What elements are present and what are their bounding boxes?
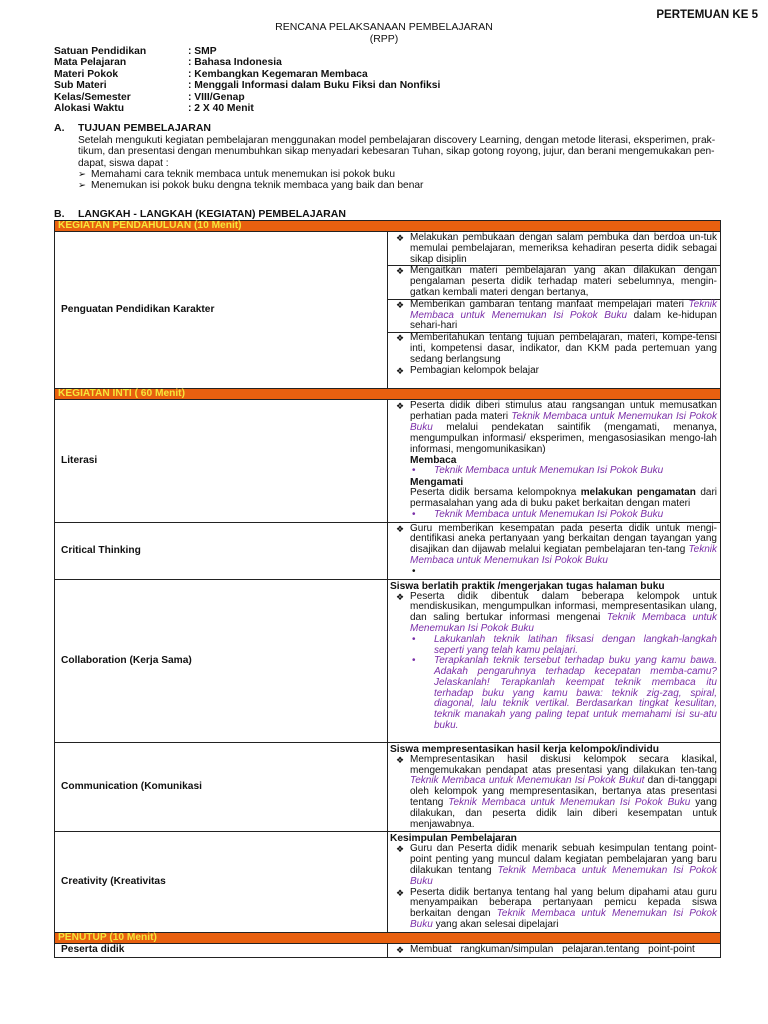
- diamond-bullet-icon: ❖: [395, 333, 405, 344]
- identity-label: Sub Materi: [54, 80, 107, 92]
- activity-text-bold: melakukan pengamatan: [580, 487, 696, 499]
- activity-item: [390, 945, 717, 956]
- aspect-closing: Peserta didik: [55, 943, 388, 957]
- activity-text-part: dari permasalahan yang ada di buku paket berkaitan dengan materi: [410, 487, 717, 509]
- diamond-bullet-icon: ❖: [395, 233, 405, 243]
- phase-row: [55, 932, 721, 943]
- bullet-icon: •: [412, 465, 416, 477]
- section-letter: A.: [54, 122, 65, 134]
- topic-emphasis: Teknik Membaca untuk Menemukan Isi Pokok Buku: [448, 797, 691, 809]
- topic-emphasis: Teknik Membaca untuk Menemukan Isi Pokok Bukut: [410, 775, 645, 787]
- activity-text-part: melalui pendekatan saintifik (mengamati, menanya, mengumpulkan informasi/ eksperimen, mengasosiasikan mengo-lah informasi, mengomunikasikan): [410, 421, 717, 455]
- table-row: [55, 742, 721, 832]
- activity-text: Memberitahukan tentang tujuan pembelajaran, materi, kompe-tensi inti, kompetensi dasar, indikator, dan KKM pada pertemuan yang sedang berlangsung: [410, 332, 717, 365]
- diamond-bullet-icon: ❖: [395, 591, 405, 602]
- topic-emphasis: Teknik Membaca untuk Menemukan Isi Pokok Buku: [434, 465, 664, 477]
- activity-text: [410, 300, 717, 332]
- task-text: Terapkanlah teknik tersebut terhadap buku yang kamu bawa. Adakah pengaruhnya terhadap kecepatan memba-camu? Jelaskanlah! Terapkanlah keempat teknik membaca itu terhadap buku yang kamu bawa: teknik zig-zag, spiral, diagonal, lalu teknik vertikal. Berdasarkan tingkat kesulitan, teknik manakah yang paling tepat untuk memahami isi su-atu buku.: [434, 655, 717, 732]
- topic-emphasis: Teknik Membaca untuk Menemukan Isi Pokok Buku: [410, 298, 717, 321]
- activity-item: [390, 592, 717, 635]
- activities-critical: [388, 522, 721, 579]
- bullet-icon: •: [412, 565, 416, 577]
- table-row: [55, 522, 721, 579]
- activity-item: [390, 844, 717, 887]
- activity-text-part: Peserta didik bertanya tentang hal yang belum dipahami atau guru menyampaikan beberapa pertanyaan pemicu kepada siswa berkaitan dengan: [410, 886, 717, 920]
- aspect-literasi: Literasi: [55, 400, 388, 522]
- identity-value: : VIII/Genap: [188, 91, 245, 103]
- diamond-bullet-icon: ❖: [395, 266, 405, 277]
- activity-item: [388, 332, 720, 365]
- activity-text: [410, 755, 717, 831]
- identity-value: : 2 X 40 Menit: [188, 103, 254, 115]
- diamond-bullet-icon: ❖: [395, 754, 405, 765]
- identity-label: Mata Pelajaran: [54, 57, 127, 69]
- identity-label: Materi Pokok: [54, 68, 119, 80]
- aspect-collaboration: Collaboration (Kerja Sama): [55, 579, 388, 742]
- diamond-bullet-icon: ❖: [395, 944, 405, 955]
- topic-emphasis: Teknik Membaca untuk Menemukan Isi Pokok Buku: [410, 612, 717, 634]
- activities-closing: [388, 943, 721, 957]
- topic-emphasis: Teknik Membaca untuk Menemukan Isi Pokok Buku: [410, 544, 717, 566]
- diamond-bullet-icon: ❖: [395, 299, 405, 310]
- diamond-bullet-icon: ❖: [395, 844, 405, 855]
- section-heading: [54, 123, 724, 135]
- phase-row: [55, 221, 721, 232]
- sub-bullet-item: [412, 510, 717, 521]
- activity-item: [390, 755, 717, 831]
- aspect-karakter: Penguatan Pendidikan Karakter: [55, 232, 388, 389]
- activity-text-part: Peserta didik dibentuk dalam beberapa kelompok untuk mendiskusikan, mengumpulkan informasi, mempresentasikan ulang, dan saling bertukar informasi mengenai: [410, 590, 717, 624]
- objective-text: Menemukan isi pokok buku dengna teknik membaca yang baik dan benar: [91, 180, 424, 192]
- arrow-bullet-icon: ➢: [78, 180, 86, 192]
- activity-text-part: dalam ke-hidupan sehari-hari: [410, 309, 717, 332]
- objective-text: Memahami cara teknik membaca untuk menemukan isi pokok buku: [91, 168, 396, 180]
- section-title: TUJUAN PEMBELAJARAN: [78, 122, 212, 134]
- identity-row: [54, 69, 440, 80]
- activity-text-part: Peserta didik diberi stimulus atau rangsangan untuk memusatkan perhatian pada materi: [410, 400, 717, 423]
- identity-label: Alokasi Waktu: [54, 103, 124, 115]
- identity-row: [54, 46, 440, 57]
- identity-row: [54, 92, 440, 103]
- activities-creativity: [388, 832, 721, 932]
- phase-closing-header: PENUTUP (10 Menit): [55, 932, 721, 943]
- activity-item: [390, 366, 717, 377]
- sub-bullet-item: [412, 466, 717, 477]
- identity-row: [54, 103, 440, 114]
- arrow-bullet-icon: ➢: [78, 168, 86, 180]
- identity-value: : Bahasa Indonesia: [188, 57, 282, 69]
- activities-literasi: [388, 400, 721, 522]
- aspect-creativity: Creativity (Kreativitas: [55, 832, 388, 932]
- activity-text: [410, 592, 717, 635]
- identity-block: [54, 46, 440, 114]
- activity-item: [390, 401, 717, 455]
- activity-text-part: Memberikan gambaran tentang manfaat mempelajari materi: [410, 298, 689, 310]
- phase-core-header: KEGIATAN INTI ( 60 Menit): [55, 389, 721, 400]
- diamond-bullet-icon: ❖: [395, 523, 405, 534]
- activities-collaboration: [388, 579, 721, 742]
- identity-row: [54, 80, 440, 91]
- activity-text: [410, 524, 717, 567]
- sub-bullet-item: [412, 656, 717, 732]
- table-row: [55, 943, 721, 957]
- activities-communication: [388, 742, 721, 832]
- activity-item: [388, 265, 720, 298]
- activity-item: [390, 524, 717, 567]
- activity-text: Melakukan pembukaan dengan salam pembuka dan berdoa un-tuk memulai pembelajaran, memeriksa kehadiran peserta didik sebagai sikap disiplin: [410, 232, 717, 265]
- section-heading: [54, 209, 724, 221]
- bullet-icon: •: [412, 508, 416, 520]
- topic-emphasis: Teknik Membaca untuk Menemukan Isi Pokok Buku: [410, 908, 717, 931]
- table-row: [55, 579, 721, 742]
- section-objectives: [54, 123, 724, 192]
- topic-emphasis: Teknik Membaca untuk Menemukan Isi Pokok Buku: [410, 865, 717, 887]
- section-letter: B.: [54, 208, 65, 220]
- identity-label: Kelas/Semester: [54, 91, 131, 103]
- activities-karakter: [388, 232, 721, 389]
- activity-item: [390, 888, 717, 931]
- activity-text-part: Mempresentasikan hasil diskusi kelompok secara klasikal, mengemukakan pendapat atas presentasi yang dilakukan ten-tang: [410, 753, 717, 776]
- activity-text: Pembagian kelompok belajar: [410, 364, 539, 376]
- activity-text-part: Guru dan Peserta didik menarik sebuah kesimpulan tentang point-point penting yang muncul dalam kegiatan pembelajaran yang baru dilakukan tentang: [410, 843, 717, 877]
- topic-emphasis: Teknik Membaca untuk Menemukan Isi Pokok Buku: [410, 411, 717, 433]
- identity-value: : SMP: [188, 46, 217, 57]
- activity-text: Mengaitkan materi pembelajaran yang akan dilakukan dengan pengalaman peserta didik terhadap materi sebelumnya, mengin-gatkan kembali materi dengan bertanya,: [410, 265, 717, 298]
- objective-item: [78, 180, 724, 192]
- task-text: Lakukanlah teknik latihan fiksasi dengan langkah-langkah seperti yang telah kamu pelajari.: [434, 633, 717, 656]
- subheading-membaca: Membaca: [410, 455, 457, 467]
- identity-row: [54, 57, 440, 68]
- diamond-bullet-icon: ❖: [395, 887, 405, 898]
- activities-table: [54, 220, 721, 958]
- activity-text: Membuat rangkuman/simpulan pelajaran.tentang point-point: [410, 943, 695, 955]
- bullet-icon: •: [412, 655, 416, 667]
- diamond-bullet-icon: ❖: [395, 401, 405, 412]
- aspect-critical: Critical Thinking: [55, 522, 388, 579]
- meeting-number: PERTEMUAN KE 5: [656, 9, 758, 21]
- diamond-bullet-icon: ❖: [395, 365, 405, 376]
- identity-value: : Menggali Informasi dalam Buku Fiksi dan Nonfiksi: [188, 80, 441, 92]
- aspect-communication: Communication (Komunikasi: [55, 742, 388, 832]
- communication-heading: Siswa mempresentasikan hasil kerja kelompok/individu: [390, 743, 659, 755]
- table-row: [55, 832, 721, 932]
- phase-intro-header: KEGIATAN PENDAHULUAN (10 Menit): [55, 221, 721, 232]
- section-steps: [54, 209, 724, 221]
- section-title: LANGKAH - LANGKAH (KEGIATAN) PEMBELAJARAN: [78, 208, 346, 220]
- activity-text: [410, 844, 717, 887]
- activity-text-part: Peserta didik bersama kelompoknya: [410, 487, 581, 499]
- conclusion-heading: Kesimpulan Pembelajaran: [390, 833, 517, 845]
- bullet-icon: •: [412, 633, 416, 645]
- objectives-paragraph: Setelah mengukuti kegiatan pembelajaran menggunakan model pembelajaran discovery Learning, dengan metode literasi, eksperimen, prak-tikum, dan presentasi dengan menumbuhkan sikap menyadari kebesaran Tuhan, sikap gotong royong, jujur, dan berani mengemukakan pen-dapat, siswa dapat :: [78, 134, 716, 169]
- subheading-mengamati: Mengamati: [410, 477, 464, 489]
- topic-emphasis: Teknik Membaca untuk Menemukan Isi Pokok Buku: [434, 508, 664, 520]
- document-title: [0, 21, 768, 45]
- table-row: [55, 232, 721, 389]
- identity-value: : Kembangkan Kegemaran Membaca: [188, 68, 368, 80]
- activity-item: [388, 299, 720, 332]
- empty-bullet-item: [412, 567, 717, 578]
- title-line-1: RENCANA PELAKSANAAN PEMBELAJARAN: [275, 21, 493, 33]
- activity-text-part: Guru memberikan kesempatan pada peserta didik untuk mengi-dentifikasi aneka pertanyaan yang berkaitan dengan tayangan yang disajikan dan dijawab melalui kegiatan pembelajaran ten-tang: [410, 522, 717, 556]
- sub-bullet-item: [412, 635, 717, 657]
- phase-row: [55, 389, 721, 400]
- collaboration-heading: Siswa berlatih praktik /mengerjakan tugas halaman buku: [390, 580, 665, 592]
- objective-item: [78, 169, 724, 181]
- activity-item: [390, 233, 717, 265]
- observation-text: [410, 488, 717, 510]
- table-row: [55, 400, 721, 522]
- identity-label: Satuan Pendidikan: [54, 46, 147, 57]
- activity-text: [410, 401, 717, 455]
- title-line-2: (RPP): [369, 33, 399, 45]
- activity-text: [410, 888, 717, 931]
- activity-text-part: dan di-tanggapi oleh kelompok yang mempresentasikan, bertanya atas presentasi tentang: [410, 775, 718, 809]
- activity-text-part: yang dilakukan, dan peserta didik lain diberi kesempatan untuk menjawabnya.: [410, 797, 717, 830]
- activity-text-part: yang akan selesai dipelajari: [432, 919, 559, 931]
